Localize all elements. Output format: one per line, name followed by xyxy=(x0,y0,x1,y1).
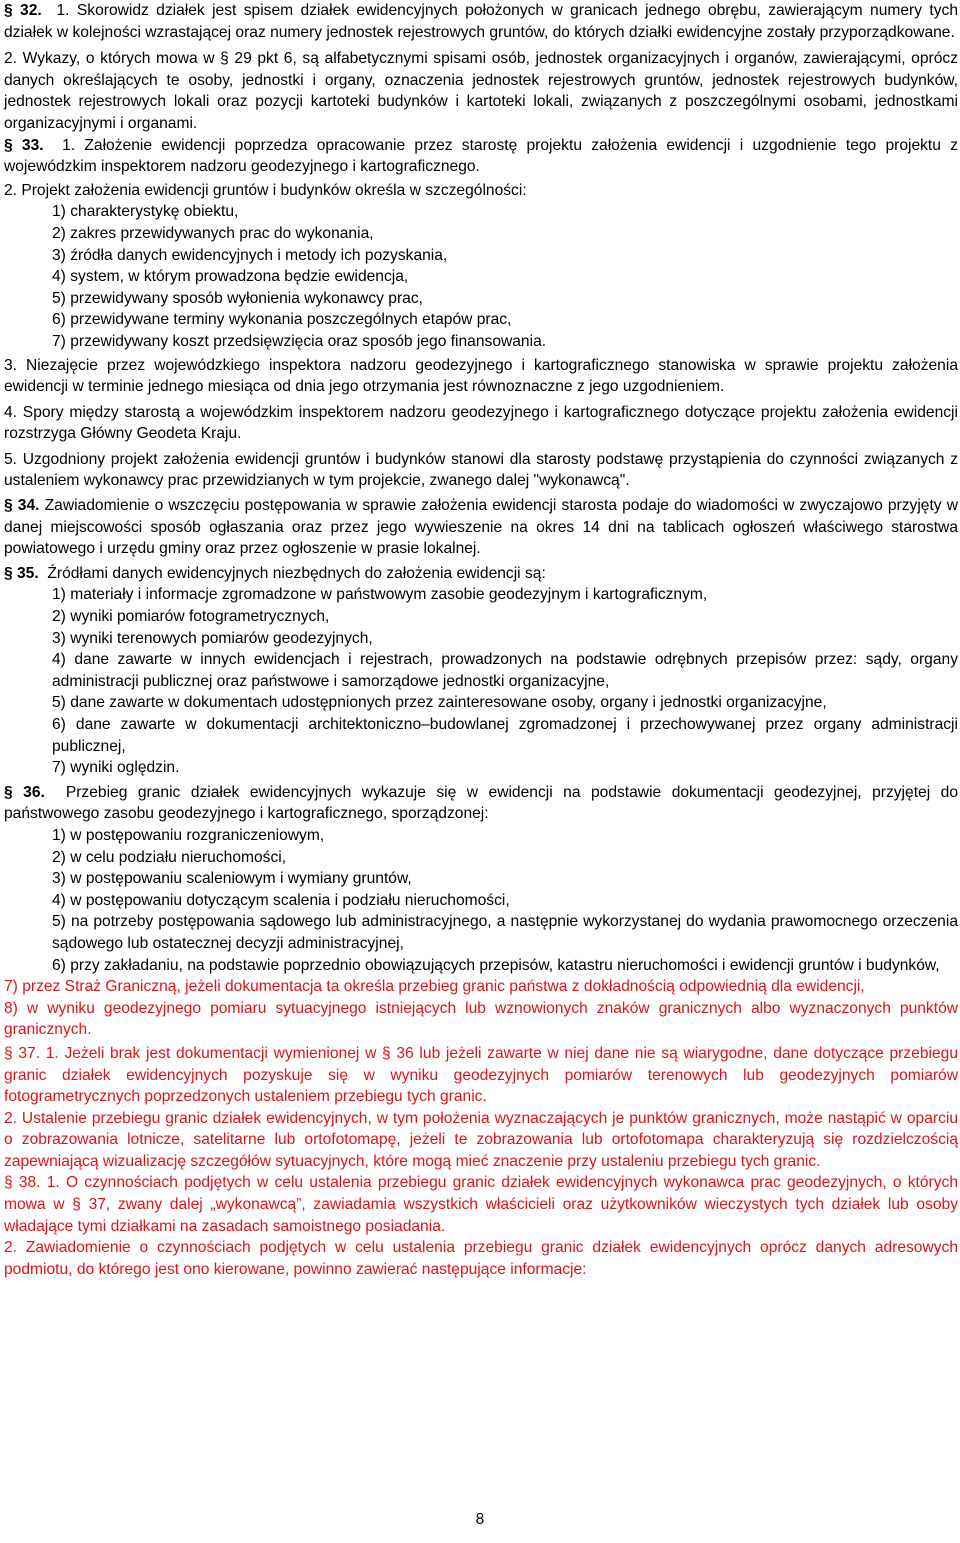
list-item-text: w postępowaniu rozgraniczeniowym, xyxy=(70,826,325,844)
list-item xyxy=(52,847,958,869)
s35-number: § 35. xyxy=(4,564,39,582)
list-item xyxy=(52,868,958,890)
list-item-text: wyniki pomiarów fotogrametrycznych, xyxy=(70,608,330,626)
list-item xyxy=(52,714,958,757)
list-item-number: 5) xyxy=(52,913,66,931)
list-item-text: w postępowaniu dotyczącym scalenia i podziału nieruchomości, xyxy=(70,891,510,909)
s32-paragraph-1 xyxy=(4,0,958,43)
list-item-text: w postępowaniu scaleniowym i wymiany gruntów, xyxy=(70,870,412,888)
list-item xyxy=(52,628,958,650)
s34-text: Zawiadomienie o wszczęciu postępowania w sprawie założenia ewidencji starosta podaje do wiadomości w zwyczajowo przyjęty w danej miejscowości sposób ogłaszania oraz przez jego wywieszenie na okres 14 dni na tablicach ogłoszeń właściwego starostwa powiatowego i urzędu gminy oraz przez ogłoszenie w prasie lokalnej. xyxy=(4,497,958,558)
list-item-number: 4) xyxy=(52,268,66,286)
s33-paragraph-4: 4. Spory między starostą a wojewódzkim inspektorem nadzoru geodezyjnego i kartograficznego dotyczące projektu założenia ewidencji rozstrzyga Główny Geodeta Kraju. xyxy=(4,403,958,443)
list-item xyxy=(52,911,958,954)
list-item xyxy=(52,955,958,977)
list-item xyxy=(52,223,958,245)
list-item-text: przewidywany koszt przedsięwzięcia oraz sposób jego finansowania. xyxy=(70,332,547,350)
list-item-number: 1) xyxy=(52,203,66,221)
s33-list xyxy=(4,201,958,352)
list-item xyxy=(52,890,958,912)
s32-number: § 32. xyxy=(4,2,42,19)
s36-paragraph xyxy=(4,782,958,825)
list-item-number: 7) xyxy=(52,332,66,350)
list-item-number: 2) xyxy=(52,224,66,242)
list-item xyxy=(52,309,958,331)
s34-paragraph xyxy=(4,495,958,560)
list-item-number: 6) xyxy=(52,311,66,329)
page-number: 8 xyxy=(475,1511,485,1528)
s34-number: § 34. xyxy=(4,497,40,515)
list-item-number: 1) xyxy=(52,826,66,844)
list-item-text: w celu podziału nieruchomości, xyxy=(70,848,287,866)
list-item-text: system, w którym prowadzona będzie ewidencja, xyxy=(70,268,409,286)
s36-item-7-amendment: 7) przez Straż Graniczną, jeżeli dokumentacja ta określa przebieg granic państwa z dokładnością odpowiednią dla ewidencji, xyxy=(4,978,865,996)
list-item-text: przewidywane terminy wykonania poszczególnych etapów prac, xyxy=(70,311,512,329)
list-item-text: materiały i informacje zgromadzone w państwowym zasobie geodezyjnym i kartograficznym, xyxy=(70,586,708,604)
s38-paragraph-2: 2. Zawiadomienie o czynnościach podjętych w celu ustalenia przebiegu granic działek ewidencyjnych oprócz danych adresowych podmiotu, do którego jest ono kierowane, powinno zawierać następujące informacje: xyxy=(4,1239,958,1278)
list-item-number: 6) xyxy=(52,716,66,733)
s32-p1-label: 1. xyxy=(56,2,70,19)
list-item xyxy=(52,757,958,779)
list-item-text: wyniki terenowych pomiarów geodezyjnych, xyxy=(70,629,373,647)
list-item-text: dane zawarte w dokumentacji architektoniczno–budowlanej zgromadzonej i przechowywanej przez organy administracji publicznej, xyxy=(52,716,958,755)
list-item xyxy=(52,201,958,223)
s33-paragraph-5: 5. Uzgodniony projekt założenia ewidencji gruntów i budynków stanowi dla starosty podstawę przystąpienia do czynności związanych z ustaleniem wykonawcy prac przewidzianych w tym projekcie, zwanego dalej "wykonawcą". xyxy=(4,450,958,490)
list-item-text: zakres przewidywanych prac do wykonania, xyxy=(70,224,374,242)
s36-text: Przebieg granic działek ewidencyjnych wykazuje się w ewidencji na podstawie dokumentacji geodezyjnej, przyjętej do państwowego zasobu geodezyjnego i kartograficznego, sporządzonej: xyxy=(4,783,958,823)
s32-p1-text: Skorowidz działek jest spisem działek ewidencyjnych położonych w granicach jednego obrębu, zawierającym numery tych działek w kolejności wzrastającej oraz numery jednostek rejestrowych gruntów, do których działki ewidencyjne zostały przyporządkowane. xyxy=(4,2,958,41)
list-item-text: charakterystykę obiektu, xyxy=(70,203,239,221)
list-item xyxy=(52,331,958,353)
s33-number: § 33. xyxy=(4,136,44,154)
s36-number: § 36. xyxy=(4,783,45,801)
list-item-text: przy zakładaniu, na podstawie poprzednio obowiązujących przepisów, katastru nieruchomości i ewidencji gruntów i budynków, xyxy=(70,956,940,974)
list-item-number: 1) xyxy=(52,586,66,604)
list-item-number: 4) xyxy=(52,891,66,909)
list-item xyxy=(52,245,958,267)
list-item-number: 4) xyxy=(52,651,66,669)
list-item-text: źródła danych ewidencyjnych i metody ich pozyskania, xyxy=(70,246,448,264)
s32-paragraph-2: 2. Wykazy, o których mowa w § 29 pkt 6, są alfabetycznymi spisami osób, jednostek organizacyjnych i organów, zawierającymi, oprócz danych określających te osoby, jednostki i organy, oznaczenia jednostek rejestrowych gruntów, jednostek rejestrowych budynków, jednostek rejestrowych lokali oraz pozycji kartoteki budynków i kartoteki lokali, związanych z poszczególnymi osobami, jednostkami organizacyjnymi i organami. xyxy=(4,50,958,132)
list-item xyxy=(52,266,958,288)
s36-item-8-amendment: 8) w wyniku geodezyjnego pomiaru sytuacyjnego istniejących lub wznowionych znaków granicznych albo wyznaczonych punktów granicznych. xyxy=(4,999,958,1039)
list-item-text: dane zawarte w dokumentach udostępnionych przez zainteresowane osoby, organy i jednostki organizacyjne, xyxy=(70,694,827,712)
list-item-number: 5) xyxy=(52,694,66,712)
list-item-text: wyniki oględzin. xyxy=(70,759,180,777)
list-item-number: 3) xyxy=(52,246,66,264)
list-item-number: 3) xyxy=(52,870,66,888)
s35-text: Źródłami danych ewidencyjnych niezbędnych do założenia ewidencji są: xyxy=(47,564,546,582)
list-item-number: 6) xyxy=(52,956,66,974)
list-item xyxy=(52,649,958,692)
list-item-number: 5) xyxy=(52,289,66,307)
list-item xyxy=(52,825,958,847)
s37-paragraph-2: 2. Ustalenie przebiegu granic działek ewidencyjnych, w tym położenia wyznaczających je punktów granicznych, może nastąpić w oparciu o zobrazowania lotnicze, satelitarne lub ortofotomapę, jeżeli te zobrazowania lub ortofotomapa charakteryzują się rozdzielczością zapewniającą wizualizację szczegółów sytuacyjnych, które mogą mieć znaczenie przy ustaleniu przebiegu tych granic. xyxy=(4,1109,958,1170)
list-item-number: 2) xyxy=(52,608,66,626)
s36-list xyxy=(4,825,958,976)
s35-paragraph xyxy=(4,563,958,585)
list-item xyxy=(52,692,958,714)
list-item-number: 7) xyxy=(52,759,66,777)
list-item-text: na potrzeby postępowania sądowego lub administracyjnego, a następnie wykorzystanej do wydania prawomocnego orzeczenia sądowego lub ostatecznej decyzji administracyjnej, xyxy=(52,913,958,952)
s33-paragraph-2: 2. Projekt założenia ewidencji gruntów i budynków określa w szczególności: xyxy=(4,181,527,199)
list-item-number: 2) xyxy=(52,848,66,866)
s38-paragraph-1: § 38. 1. O czynnościach podjętych w celu ustalenia przebiegu granic działek ewidencyjnych wykonawca prac geodezyjnych, o których mowa w § 37, zwany dalej „wykonawcą”, zawiadamia wszystkich właścicieli oraz użytkowników wieczystych tych działek lub osoby władające tymi działkami na zasadach samoistnego posiadania. xyxy=(4,1174,958,1235)
list-item xyxy=(52,584,958,606)
list-item-text: przewidywany sposób wyłonienia wykonawcy prac, xyxy=(70,289,423,307)
s33-p1-text: 1. Założenie ewidencji poprzedza opracowanie przez starostę projektu założenia ewidencji i uzgodnienie tego projektu z wojewódzkim inspektorem nadzoru geodezyjnego i kartograficznego. xyxy=(4,136,958,176)
list-item-text: dane zawarte w innych ewidencjach i rejestrach, prowadzonych na podstawie odrębnych przepisów przez: sądy, organy administracji publicznej oraz państwowe i samorządowe jednostki organizacyjne, xyxy=(52,651,958,690)
s33-paragraph-1 xyxy=(4,135,958,178)
s33-paragraph-3: 3. Niezajęcie przez wojewódzkiego inspektora nadzoru geodezyjnego i kartograficznego stanowiska w sprawie projektu założenia ewidencji w terminie jednego miesiąca od dnia jego otrzymania jest równoznaczne z jego uzgodnieniem. xyxy=(4,356,958,396)
s37-paragraph-1: § 37. 1. Jeżeli brak jest dokumentacji wymienionej w § 36 lub jeżeli zawarte w niej dane nie są wiarygodne, dane dotyczące przebiegu granic działek ewidencyjnych pozyskuje się w wyniku geodezyjnych pomiarów terenowych lub geodezyjnych pomiarów fotogrametrycznych poprzedzonych ustaleniem przebiegu tych granic. xyxy=(4,1044,958,1106)
s35-list xyxy=(4,584,958,778)
list-item xyxy=(52,606,958,628)
list-item xyxy=(52,288,958,310)
document-page xyxy=(4,0,958,1280)
list-item-number: 3) xyxy=(52,629,66,647)
